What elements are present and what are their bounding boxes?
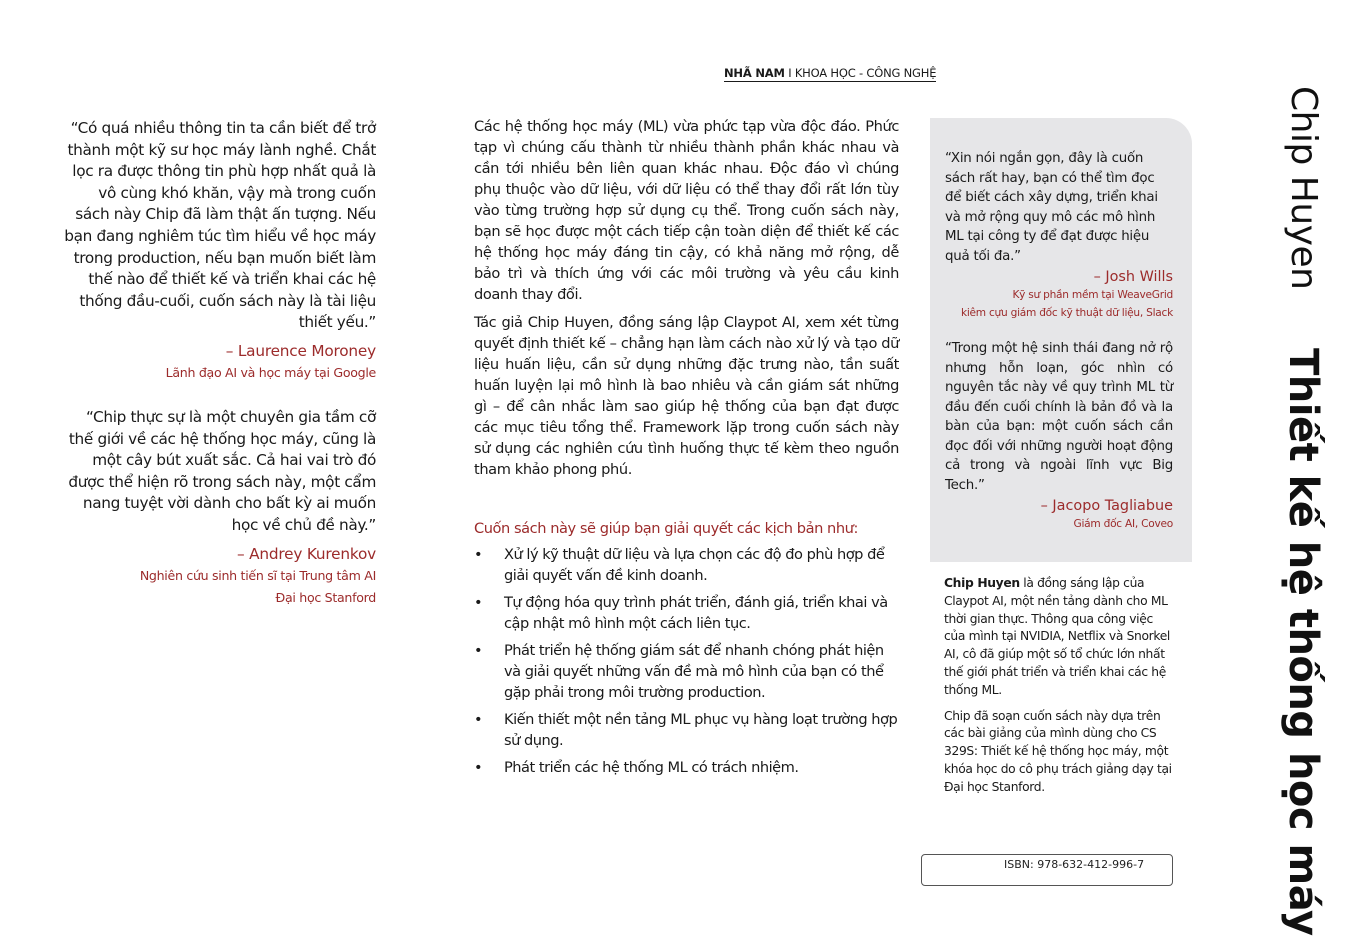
testimonial-quote: “Trong một hệ sinh thái đang nở rộ nhưng hỗn loạn, góc nhìn có nguyên tắc này về quy trình ML từ đầu đến cuối chính là bản đồ và la bàn của bạn: một cuốn sách cần đọc đối với những người hoạt động cả trong và ngoài lĩnh vực Big Tech.” bbox=[945, 341, 1173, 493]
list-item bbox=[474, 544, 899, 586]
isbn-number: ISBN: 978-632-412-996-7 bbox=[1004, 858, 1145, 871]
publisher-name: NHÃ NAM bbox=[724, 66, 785, 80]
header-separator: I bbox=[784, 66, 795, 80]
bullet-icon: • bbox=[474, 642, 483, 659]
description-paragraph: Tác giả Chip Huyen, đồng sáng lập Claypot AI, xem xét từng quyết định thiết kế – chẳng hạn làm cách nào xử lý và tạo dữ liệu huấn liệu, cần sử dụng những đặc trưng nào, tần suất huấn luyện lại mô hình là bao nhiêu và cần giám sát những gì – để cân nhắc làm sao giúp hệ thống của bạn đạt được các mục tiêu tổng thể. Framework lặp trong cuốn sách này sử dụng các nghiên cứu tình huống thực tế kèm theo nguồn tham khảo phong phú. bbox=[474, 314, 899, 478]
bullet-icon: • bbox=[474, 711, 483, 728]
bio-paragraph bbox=[944, 575, 1172, 700]
list-item-text: Kiến thiết một nền tảng ML phục vụ hàng loạt trường hợp sử dụng. bbox=[504, 711, 898, 749]
testimonial-author: – Josh Wills bbox=[1093, 269, 1173, 285]
publisher-header bbox=[724, 66, 936, 82]
testimonial-author: – Jacopo Tagliabue bbox=[1040, 498, 1173, 514]
bullet-icon: • bbox=[474, 546, 483, 563]
bullet-icon: • bbox=[474, 594, 483, 611]
list-item-text: Phát triển các hệ thống ML có trách nhiệm. bbox=[504, 759, 799, 776]
testimonial-role: Kỹ sư phần mềm tại WeaveGrid bbox=[1012, 289, 1173, 301]
testimonial-quote: “Chip thực sự là một chuyên gia tầm cỡ thế giới về các hệ thống học máy, cũng là một cây bút xuất sắc. Cả hai vai trò đó được thể hiện rõ trong sách này, một cẩm nang tuyệt vời dành cho bất kỳ ai muốn học về chủ đề này.” bbox=[68, 407, 376, 534]
list-item bbox=[474, 592, 899, 634]
left-quotes-column bbox=[62, 118, 376, 609]
testimonial-wills bbox=[945, 149, 1173, 322]
description-paragraph: Các hệ thống học máy (ML) vừa phức tạp vừa độc đáo. Phức tạp vì chúng cấu thành từ nhiều thành phần khác nhau và cần tới nhiều bên liên quan khác nhau. Độc đáo vì chúng phụ thuộc vào dữ liệu, với dữ liệu có thể thay đổi rất lớn tùy vào từng trường hợp sử dụng cụ thể. Trong cuốn sách này, bạn sẽ học được một cách tiếp cận toàn diện để thiết kế các hệ thống học máy đáng tin cậy, có khả năng mở rộng, dễ bảo trì và thích ứng với các môi trường và yêu cầu kinh doanh thay đổi. bbox=[474, 118, 899, 303]
testimonial-tagliabue bbox=[945, 339, 1173, 534]
testimonial-author: – Andrey Kurenkov bbox=[236, 544, 376, 563]
author-bio bbox=[944, 575, 1172, 805]
spine-author: Chip Huyen bbox=[1283, 86, 1324, 290]
scenarios-heading: Cuốn sách này sẽ giúp bạn giải quyết các kịch bản như: bbox=[474, 520, 858, 537]
isbn-barcode-box bbox=[921, 854, 1173, 886]
list-item-text: Phát triển hệ thống giám sát để nhanh chóng phát hiện và giải quyết những vấn đề mà mô hình của bạn có thể gặp phải trong môi trường production. bbox=[504, 642, 884, 701]
bio-paragraph: Chip đã soạn cuốn sách này dựa trên các bài giảng của mình dùng cho CS 329S: Thiết kế hệ thống học máy, một khóa học do cô phụ trách giảng dạy tại Đại học Stanford. bbox=[944, 708, 1172, 794]
testimonial-quote: “Có quá nhiều thông tin ta cần biết để trở thành một kỹ sư học máy lành nghề. Chắt lọc ra được thông tin phù hợp nhất quả là vô cùng khó khăn, vậy mà trong cuốn sách này Chip đã làm thật ấn tượng. Nếu bạn đang nghiêm túc tìm hiểu về học máy trong production, nếu bạn muốn biết làm thế nào để thiết kế và triển khai các hệ thống đầu-cuối, cuốn sách này là tài liệu thiết yếu.” bbox=[64, 119, 376, 332]
testimonial-author: – Laurence Moroney bbox=[225, 341, 376, 360]
bio-author-name: Chip Huyen bbox=[944, 576, 1020, 590]
bullet-icon: • bbox=[474, 759, 483, 776]
list-item bbox=[474, 757, 899, 778]
scenarios-list bbox=[474, 544, 899, 778]
testimonial-quote: “Xin nói ngắn gọn, đây là cuốn sách rất hay, bạn có thể tìm đọc để biết cách xây dựng, triển khai và mở rộng quy mô các mô hình ML tại công ty để đạt được hiệu quả tối đa.” bbox=[945, 151, 1158, 264]
book-description bbox=[474, 116, 899, 784]
list-item bbox=[474, 709, 899, 751]
testimonial-role: Lãnh đạo AI và học máy tại Google bbox=[165, 364, 376, 380]
bio-text: là đồng sáng lập của Claypot AI, một nền tảng dành cho ML thời gian thực. Thông qua công việc của mình tại NVIDIA, Netflix và Snorkel AI, cô đã giúp một số tổ chức lớn nhất thế giới phát triển và triển khai các hệ thống ML. bbox=[944, 576, 1170, 697]
list-item-text: Xử lý kỹ thuật dữ liệu và lựa chọn các độ đo phù hợp để giải quyết vấn đề kinh doanh. bbox=[504, 546, 885, 584]
testimonial-role: Giám đốc AI, Coveo bbox=[1073, 518, 1173, 530]
spine-title: Thiết kế hệ thống học máy bbox=[1280, 348, 1326, 936]
category-label: KHOA HỌC - CÔNG NGHỆ bbox=[794, 66, 937, 80]
testimonial-kurenkov bbox=[62, 407, 376, 609]
testimonial-panel bbox=[930, 118, 1192, 562]
list-item bbox=[474, 640, 899, 703]
testimonial-role: Nghiên cứu sinh tiến sĩ tại Trung tâm AI bbox=[139, 567, 376, 583]
list-item-text: Tự động hóa quy trình phát triển, đánh giá, triển khai và cập nhật mô hình một cách liên tục. bbox=[504, 594, 888, 632]
testimonial-role: kiêm cựu giám đốc kỹ thuật dữ liệu, Slack bbox=[960, 306, 1173, 319]
testimonial-moroney bbox=[62, 118, 376, 384]
testimonial-role: Đại học Stanford bbox=[275, 589, 376, 605]
